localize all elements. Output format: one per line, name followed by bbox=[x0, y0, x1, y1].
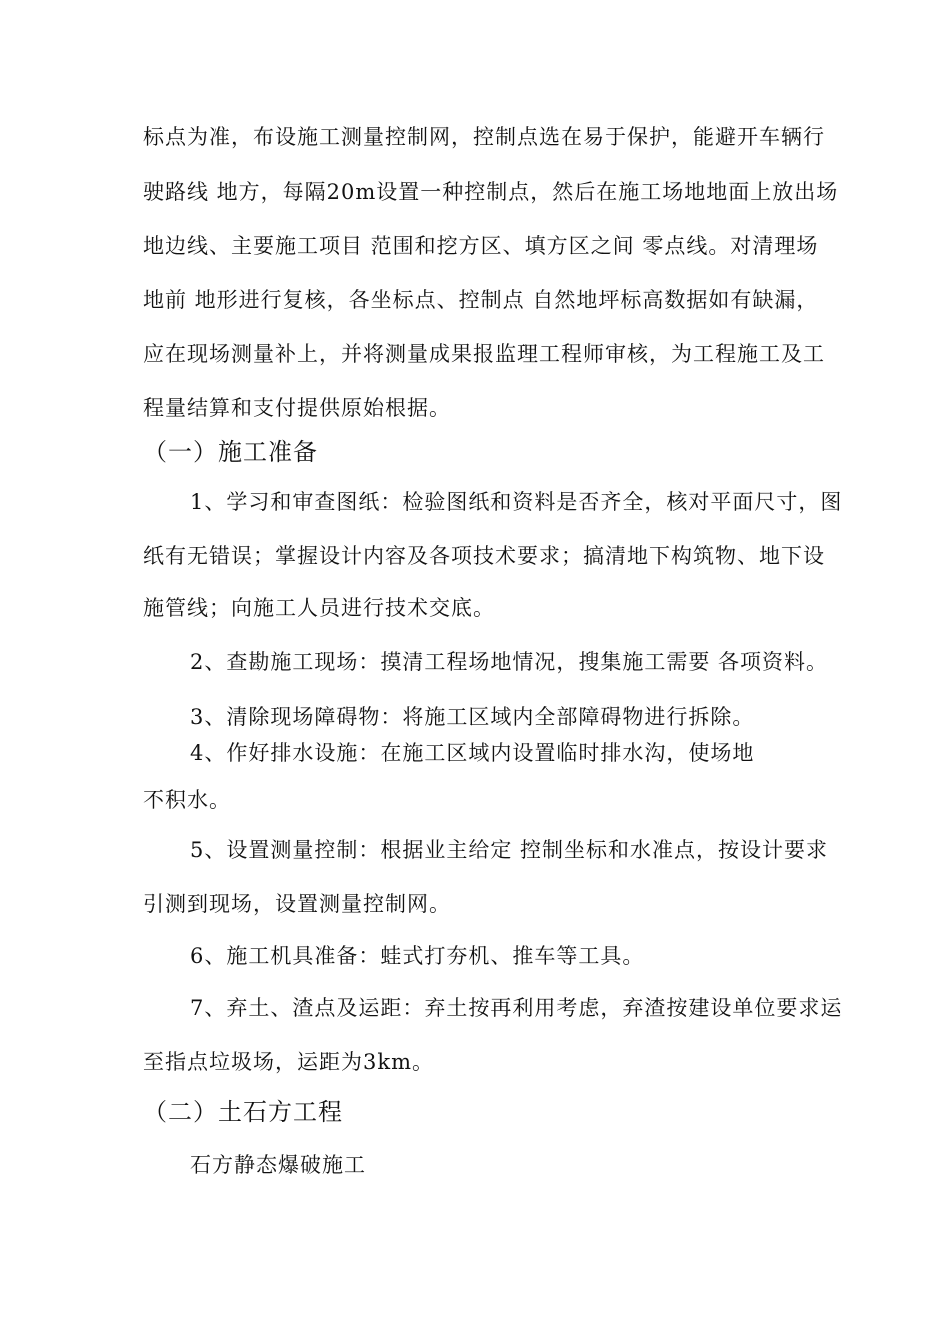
text-line: 4、作好排水设施：在施工区域内设置临时排水沟，使场地 bbox=[190, 741, 755, 765]
section-heading: （一）施工准备 bbox=[143, 438, 318, 466]
text-line: 不积水。 bbox=[143, 788, 231, 812]
text-line: 1、学习和审查图纸：检验图纸和资料是否齐全，核对平面尺寸，图 bbox=[190, 490, 843, 514]
text-line: 标点为准，布设施工测量控制网，控制点选在易于保护，能避开车辆行 bbox=[143, 125, 825, 149]
text-line: 纸有无错误；掌握设计内容及各项技术要求；搞清地下构筑物、地下设 bbox=[143, 544, 825, 568]
text-line: 应在现场测量补上，并将测量成果报监理工程师审核，为工程施工及工 bbox=[143, 342, 825, 366]
text-line: 地边线、主要施工项目 范围和挖方区、填方区之间 零点线。对清理场 bbox=[143, 234, 819, 258]
text-line: 驶路线 地方，每隔20m设置一种控制点，然后在施工场地地面上放出场 bbox=[143, 180, 839, 204]
text-line: 施管线；向施工人员进行技术交底。 bbox=[143, 596, 495, 620]
list-item: 6、施工机具准备：蛙式打夯机、推车等工具。 bbox=[190, 944, 645, 968]
text-line: 5、设置测量控制：根据业主给定 控制坐标和水准点，按设计要求 bbox=[190, 838, 829, 862]
section-heading: （二）土石方工程 bbox=[143, 1098, 343, 1126]
text-line: 程量结算和支付提供原始根据。 bbox=[143, 396, 451, 420]
text-line: 至指点垃圾场，运距为3km。 bbox=[143, 1050, 434, 1074]
list-item: 2、查勘施工现场：摸清工程场地情况，搜集施工需要 各项资料。 bbox=[190, 650, 829, 674]
text-line: 7、弃土、渣点及运距：弃土按再利用考虑，弃渣按建设单位要求运 bbox=[190, 996, 843, 1020]
subheading: 石方静态爆破施工 bbox=[190, 1153, 366, 1177]
text-line: 引测到现场，设置测量控制网。 bbox=[143, 892, 451, 916]
text-line: 地前 地形进行复核，各坐标点、控制点 自然地坪标高数据如有缺漏， bbox=[143, 288, 819, 312]
list-item: 3、清除现场障碍物：将施工区域内全部障碍物进行拆除。 bbox=[190, 705, 755, 729]
